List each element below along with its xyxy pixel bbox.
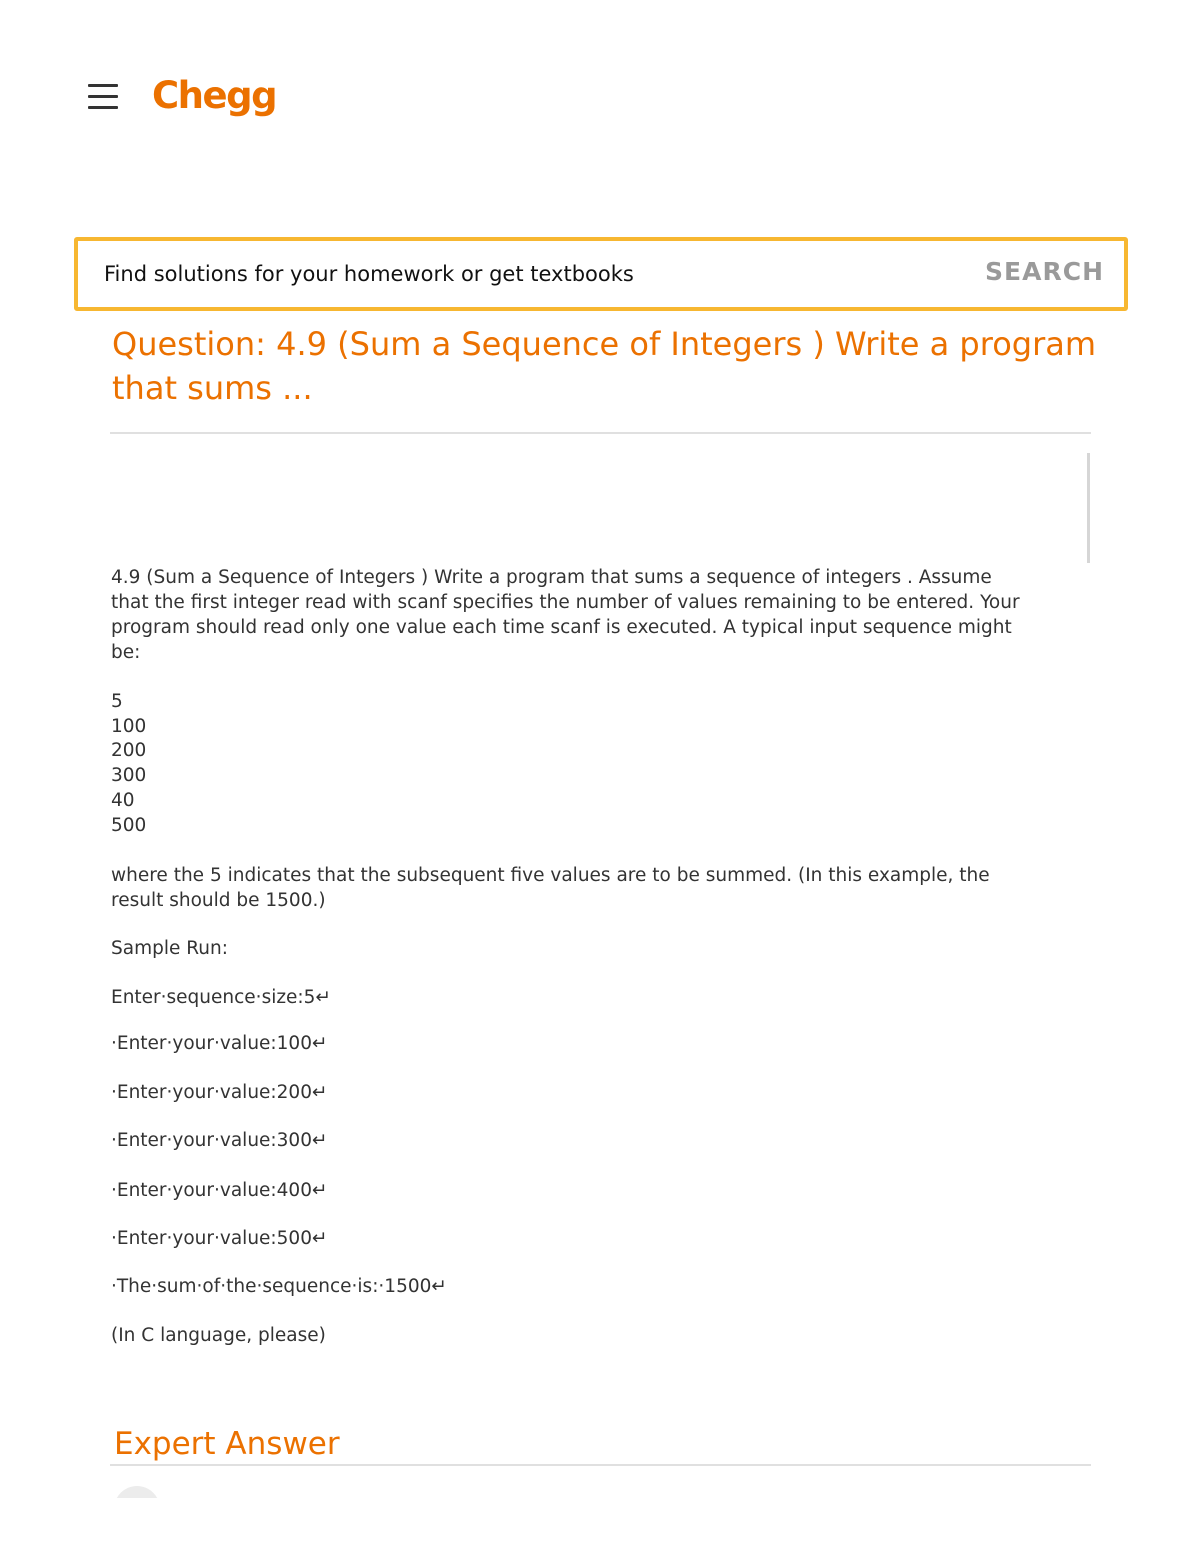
sequence-value: 300 <box>111 765 147 787</box>
question-explanation: where the 5 indicates that the subsequent five values are to be summed. (In this example, the result should be 1500.) <box>111 865 990 911</box>
sample-run-line: ·Enter·your·value:500↵ <box>111 1228 328 1249</box>
sample-run-line: ·Enter·your·value:100↵ <box>111 1033 328 1054</box>
sample-run-line: ·Enter·your·value:200↵ <box>111 1082 328 1103</box>
input-sequence-list <box>111 690 146 838</box>
sample-run-line: ·Enter·your·value:400↵ <box>111 1180 328 1201</box>
sample-run-line: ·Enter·your·value:300↵ <box>111 1130 328 1151</box>
avatar <box>112 1486 162 1498</box>
question-title: Question: 4.9 (Sum a Sequence of Integers ) Write a program that sums ... <box>112 325 1097 407</box>
sequence-value: 5 <box>111 691 123 712</box>
search-button[interactable]: SEARCH <box>985 257 1104 286</box>
sequence-value: 200 <box>111 740 147 762</box>
sequence-value: 40 <box>111 789 135 811</box>
title-divider <box>110 432 1091 434</box>
answer-divider <box>110 1464 1091 1466</box>
chegg-logo[interactable]: Chegg <box>152 74 277 117</box>
sample-run-line: Enter·sequence·size:5↵ <box>111 987 331 1008</box>
expert-answer-heading: Expert Answer <box>114 1426 340 1462</box>
hamburger-menu-icon[interactable] <box>88 82 120 112</box>
sequence-value: 500 <box>111 814 147 836</box>
search-bar <box>74 237 1128 311</box>
search-input[interactable] <box>104 253 964 295</box>
content-scrollbar[interactable] <box>1087 453 1090 563</box>
sequence-value: 100 <box>111 715 147 737</box>
question-intro: 4.9 (Sum a Sequence of Integers ) Write a program that sums a sequence of integers . Assume that the first integer read with scanf specifies the number of values remaining to be entered. Your program should read only one value each time scanf is executed. A typical input sequence might be: <box>111 567 1020 663</box>
sample-run-label: Sample Run: <box>111 938 228 959</box>
closing-note: (In C language, please) <box>111 1325 326 1346</box>
sample-run-line: ·The·sum·of·the·sequence·is:·1500↵ <box>111 1276 447 1297</box>
